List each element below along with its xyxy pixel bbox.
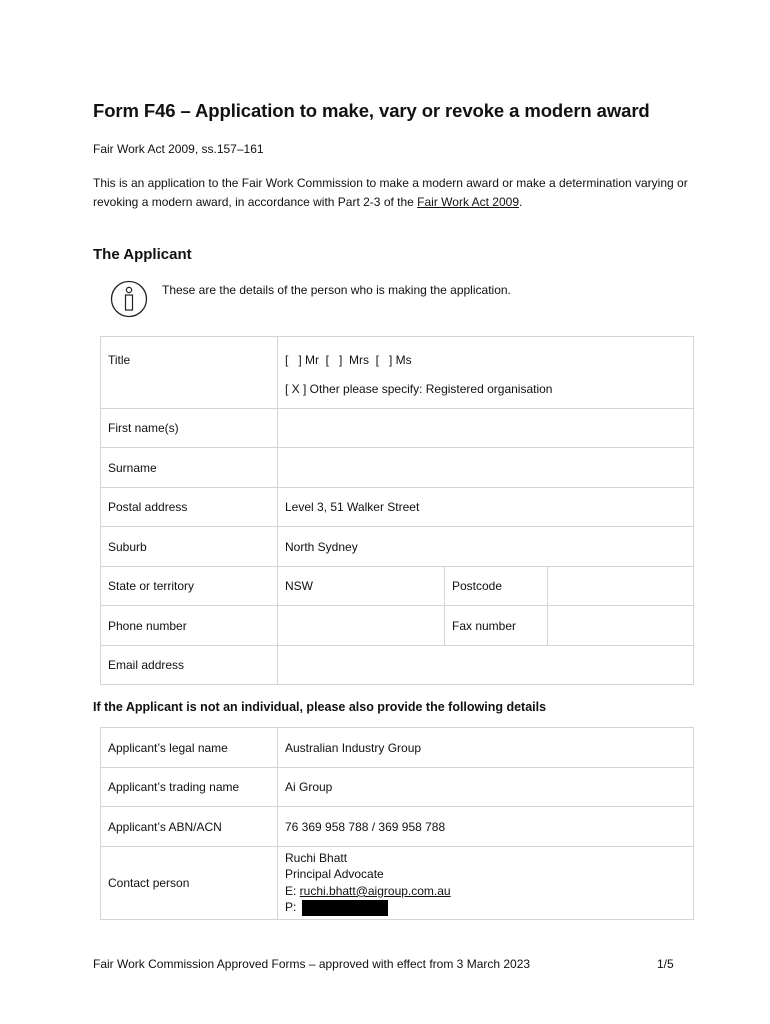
info-text: These are the details of the person who is making the application. <box>162 283 511 297</box>
title-other[interactable]: [ X ] Other please specify: Registered organisation <box>285 382 553 396</box>
legal-name-field[interactable]: Australian Industry Group <box>278 728 694 768</box>
fax-field[interactable] <box>548 606 694 646</box>
contact-email-line <box>285 883 686 900</box>
applicant-details-table <box>100 336 694 685</box>
email-row <box>101 646 694 685</box>
fax-label: Fax number <box>445 606 548 646</box>
contact-row <box>101 847 694 920</box>
surname-row <box>101 448 694 488</box>
info-icon <box>110 280 148 318</box>
contact-label: Contact person <box>101 847 278 920</box>
suburb-field[interactable]: North Sydney <box>278 527 694 567</box>
contact-email-link[interactable]: ruchi.bhatt@aigroup.com.au <box>299 883 451 898</box>
surname-label: Surname <box>101 448 278 488</box>
organisation-heading: If the Applicant is not an individual, please also provide the following details <box>93 700 547 714</box>
surname-field[interactable] <box>278 448 694 488</box>
legal-name-row <box>101 728 694 768</box>
footer-text: Fair Work Commission Approved Forms – approved with effect from 3 March 2023 <box>93 957 531 971</box>
trading-name-row <box>101 768 694 807</box>
contact-role: Principal Advocate <box>285 867 384 882</box>
organisation-details-table <box>100 727 694 920</box>
title-field[interactable] <box>278 337 694 409</box>
title-options[interactable]: [ ] Mr [ ] Mrs [ ] Ms <box>285 353 412 367</box>
legal-name-label: Applicant’s legal name <box>101 728 278 768</box>
page-number: 1/5 <box>657 957 674 971</box>
fair-work-act-link[interactable]: Fair Work Act 2009 <box>417 195 519 209</box>
postal-address-field[interactable]: Level 3, 51 Walker Street <box>278 488 694 527</box>
contact-phone-prefix: P: <box>285 900 300 915</box>
suburb-row <box>101 527 694 567</box>
state-label: State or territory <box>101 567 278 606</box>
title-label: Title <box>101 337 278 409</box>
postcode-field[interactable] <box>548 567 694 606</box>
postal-address-label: Postal address <box>101 488 278 527</box>
phone-label: Phone number <box>101 606 278 646</box>
redacted-phone <box>302 900 388 916</box>
intro-text: This is an application to the Fair Work Commission to make a modern award or make a determination varying or revoking a modern award, in accordance with Part 2-3 of the <box>93 176 688 209</box>
abn-row <box>101 807 694 847</box>
applicant-heading: The Applicant <box>93 246 192 263</box>
abn-field[interactable]: 76 369 958 788 / 369 958 788 <box>278 807 694 847</box>
phone-row <box>101 606 694 646</box>
contact-phone-line <box>285 899 686 916</box>
title-row <box>101 337 694 409</box>
first-name-label: First name(s) <box>101 409 278 448</box>
page-title: Form F46 – Application to make, vary or revoke a modern award <box>93 100 650 121</box>
email-label: Email address <box>101 646 278 685</box>
postal-address-row <box>101 488 694 527</box>
email-field[interactable] <box>278 646 694 685</box>
phone-field[interactable] <box>278 606 445 646</box>
contact-name: Ruchi Bhatt <box>285 850 348 865</box>
subtitle: Fair Work Act 2009, ss.157–161 <box>93 142 264 156</box>
contact-field[interactable] <box>278 847 694 920</box>
state-field[interactable]: NSW <box>278 567 445 606</box>
postcode-label: Postcode <box>445 567 548 606</box>
state-row <box>101 567 694 606</box>
trading-name-label: Applicant’s trading name <box>101 768 278 807</box>
abn-label: Applicant’s ABN/ACN <box>101 807 278 847</box>
intro-paragraph <box>93 174 688 212</box>
first-name-field[interactable] <box>278 409 694 448</box>
intro-end: . <box>519 195 523 209</box>
suburb-label: Suburb <box>101 527 278 567</box>
first-name-row <box>101 409 694 448</box>
contact-email-prefix: E: <box>285 883 300 898</box>
trading-name-field[interactable]: Ai Group <box>278 768 694 807</box>
